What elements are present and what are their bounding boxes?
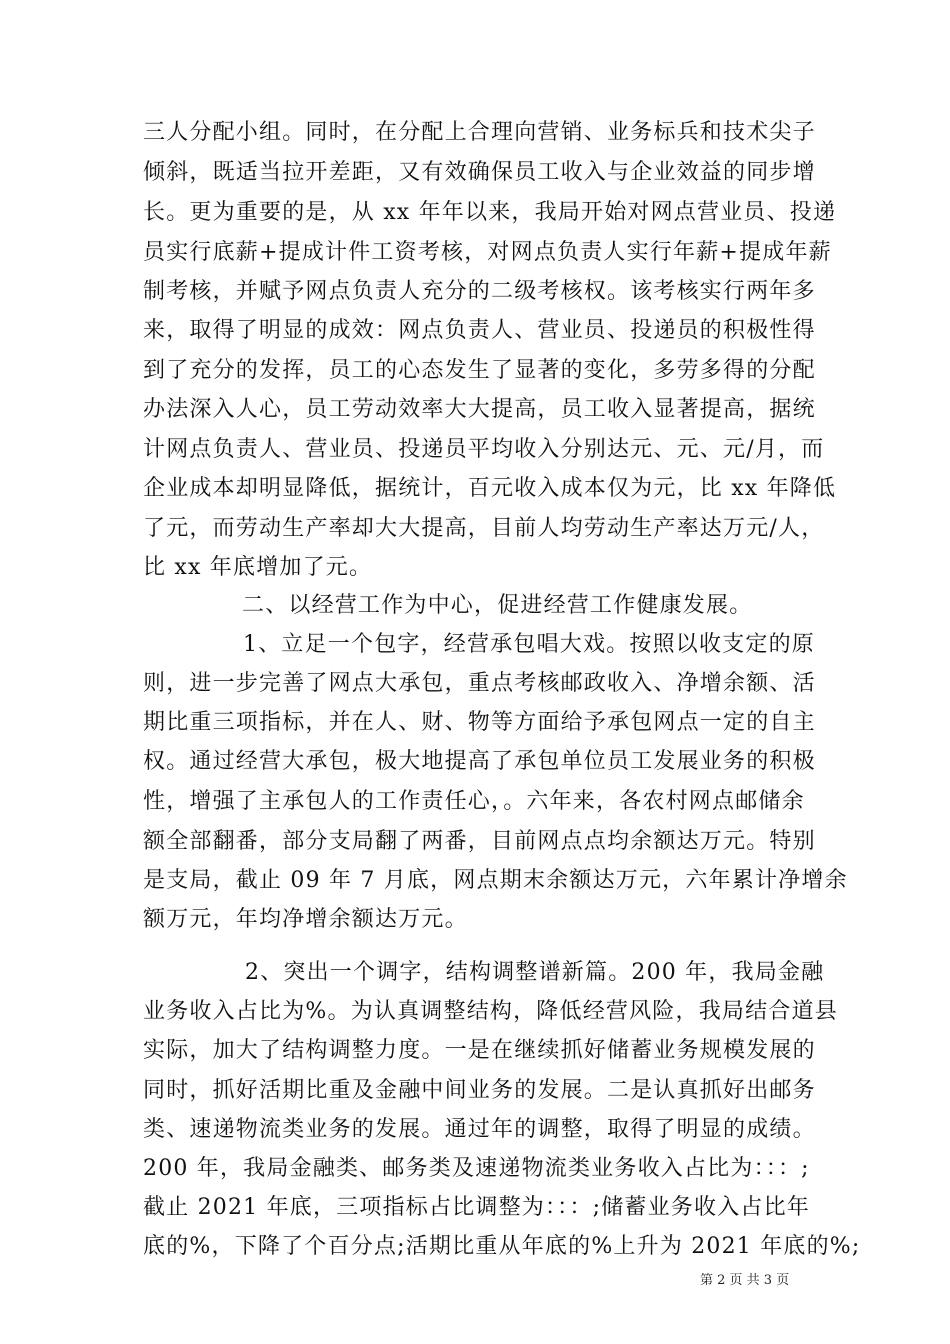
body-line: 则，进一步完善了网点大承包，重点考核邮政收入、净增余额、活 <box>143 671 816 696</box>
body-line: 权。通过经营大承包，极大地提高了承包单位员工发展业务的积极 <box>143 749 816 774</box>
section-heading: 二、以经营工作为中心，促进经营工作健康发展。 <box>242 593 753 618</box>
page-number-footer: 第 2 页 共 3 页 <box>700 1273 790 1288</box>
body-line: 长。更为重要的是，从 xx 年年以来，我局开始对网点营业员、投递 <box>143 200 837 225</box>
body-line: 业务收入占比为%。为认真调整结构，降低经营风险，我局结合道县 <box>143 999 838 1024</box>
body-line: 底的%，下降了个百分点;活期比重从年底的%上升为 2021 年底的%; <box>143 1234 861 1259</box>
body-line: 到了充分的发挥，员工的心态发生了显著的变化，多劳多得的分配 <box>143 358 816 383</box>
body-line: 了元，而劳动生产率却大大提高，目前人均劳动生产率达万元/人， <box>143 516 825 541</box>
body-line: 办法深入人心，员工劳动效率大大提高，员工收入显著提高，据统 <box>143 397 816 422</box>
body-line: 2、突出一个调字，结构调整谱新篇。200 年，我局金融 <box>245 960 825 985</box>
body-line: 额万元，年均净增余额达万元。 <box>143 907 468 932</box>
body-line: 期比重三项指标，并在人、财、物等方面给予承包网点一定的自主 <box>143 710 816 735</box>
body-line: 来，取得了明显的成效：网点负责人、营业员、投递员的积极性得 <box>143 318 816 343</box>
body-line: 员实行底薪+提成计件工资考核，对网点负责人实行年薪+提成年薪 <box>143 240 832 265</box>
body-line: 制考核，并赋予网点负责人充分的二级考核权。该考核实行两年多 <box>143 279 816 304</box>
body-line: 1、立足一个包字，经营承包唱大戏。按照以收支定的原 <box>243 632 815 657</box>
body-line: 类、速递物流类业务的发展。通过年的调整，取得了明显的成绩。 <box>143 1117 816 1142</box>
body-line: 同时，抓好活期比重及金融中间业务的发展。二是认真抓好出邮务 <box>143 1078 816 1103</box>
body-line: 企业成本却明显降低，据统计，百元收入成本仅为元，比 xx 年降低 <box>143 476 837 501</box>
body-line: 是支局，截止 09 年 7 月底，网点期末余额达万元，六年累计净增余 <box>143 868 848 893</box>
body-line: 截止 2021 年底，三项指标占比调整为：：：;储蓄业务收入占比年 <box>143 1195 810 1220</box>
body-line: 200 年，我局金融类、邮务类及速递物流类业务收入占比为：：：; <box>143 1156 810 1181</box>
body-line: 倾斜，既适当拉开差距，又有效确保员工收入与企业效益的同步增 <box>143 160 816 185</box>
body-line: 额全部翻番，部分支局翻了两番，目前网点点均余额达万元。特别 <box>143 829 816 854</box>
body-line: 比 xx 年底增加了元。 <box>143 555 373 580</box>
body-line: 三人分配小组。同时，在分配上合理向营销、业务标兵和技术尖子 <box>143 120 816 145</box>
body-line: 性，增强了主承包人的工作责任心，。六年来，各农村网点邮储余 <box>143 789 805 814</box>
body-line: 实际，加大了结构调整力度。一是在继续抓好储蓄业务规模发展的 <box>143 1038 816 1063</box>
body-line: 计网点负责人、营业员、投递员平均收入分别达元、元、元/月，而 <box>143 437 825 462</box>
